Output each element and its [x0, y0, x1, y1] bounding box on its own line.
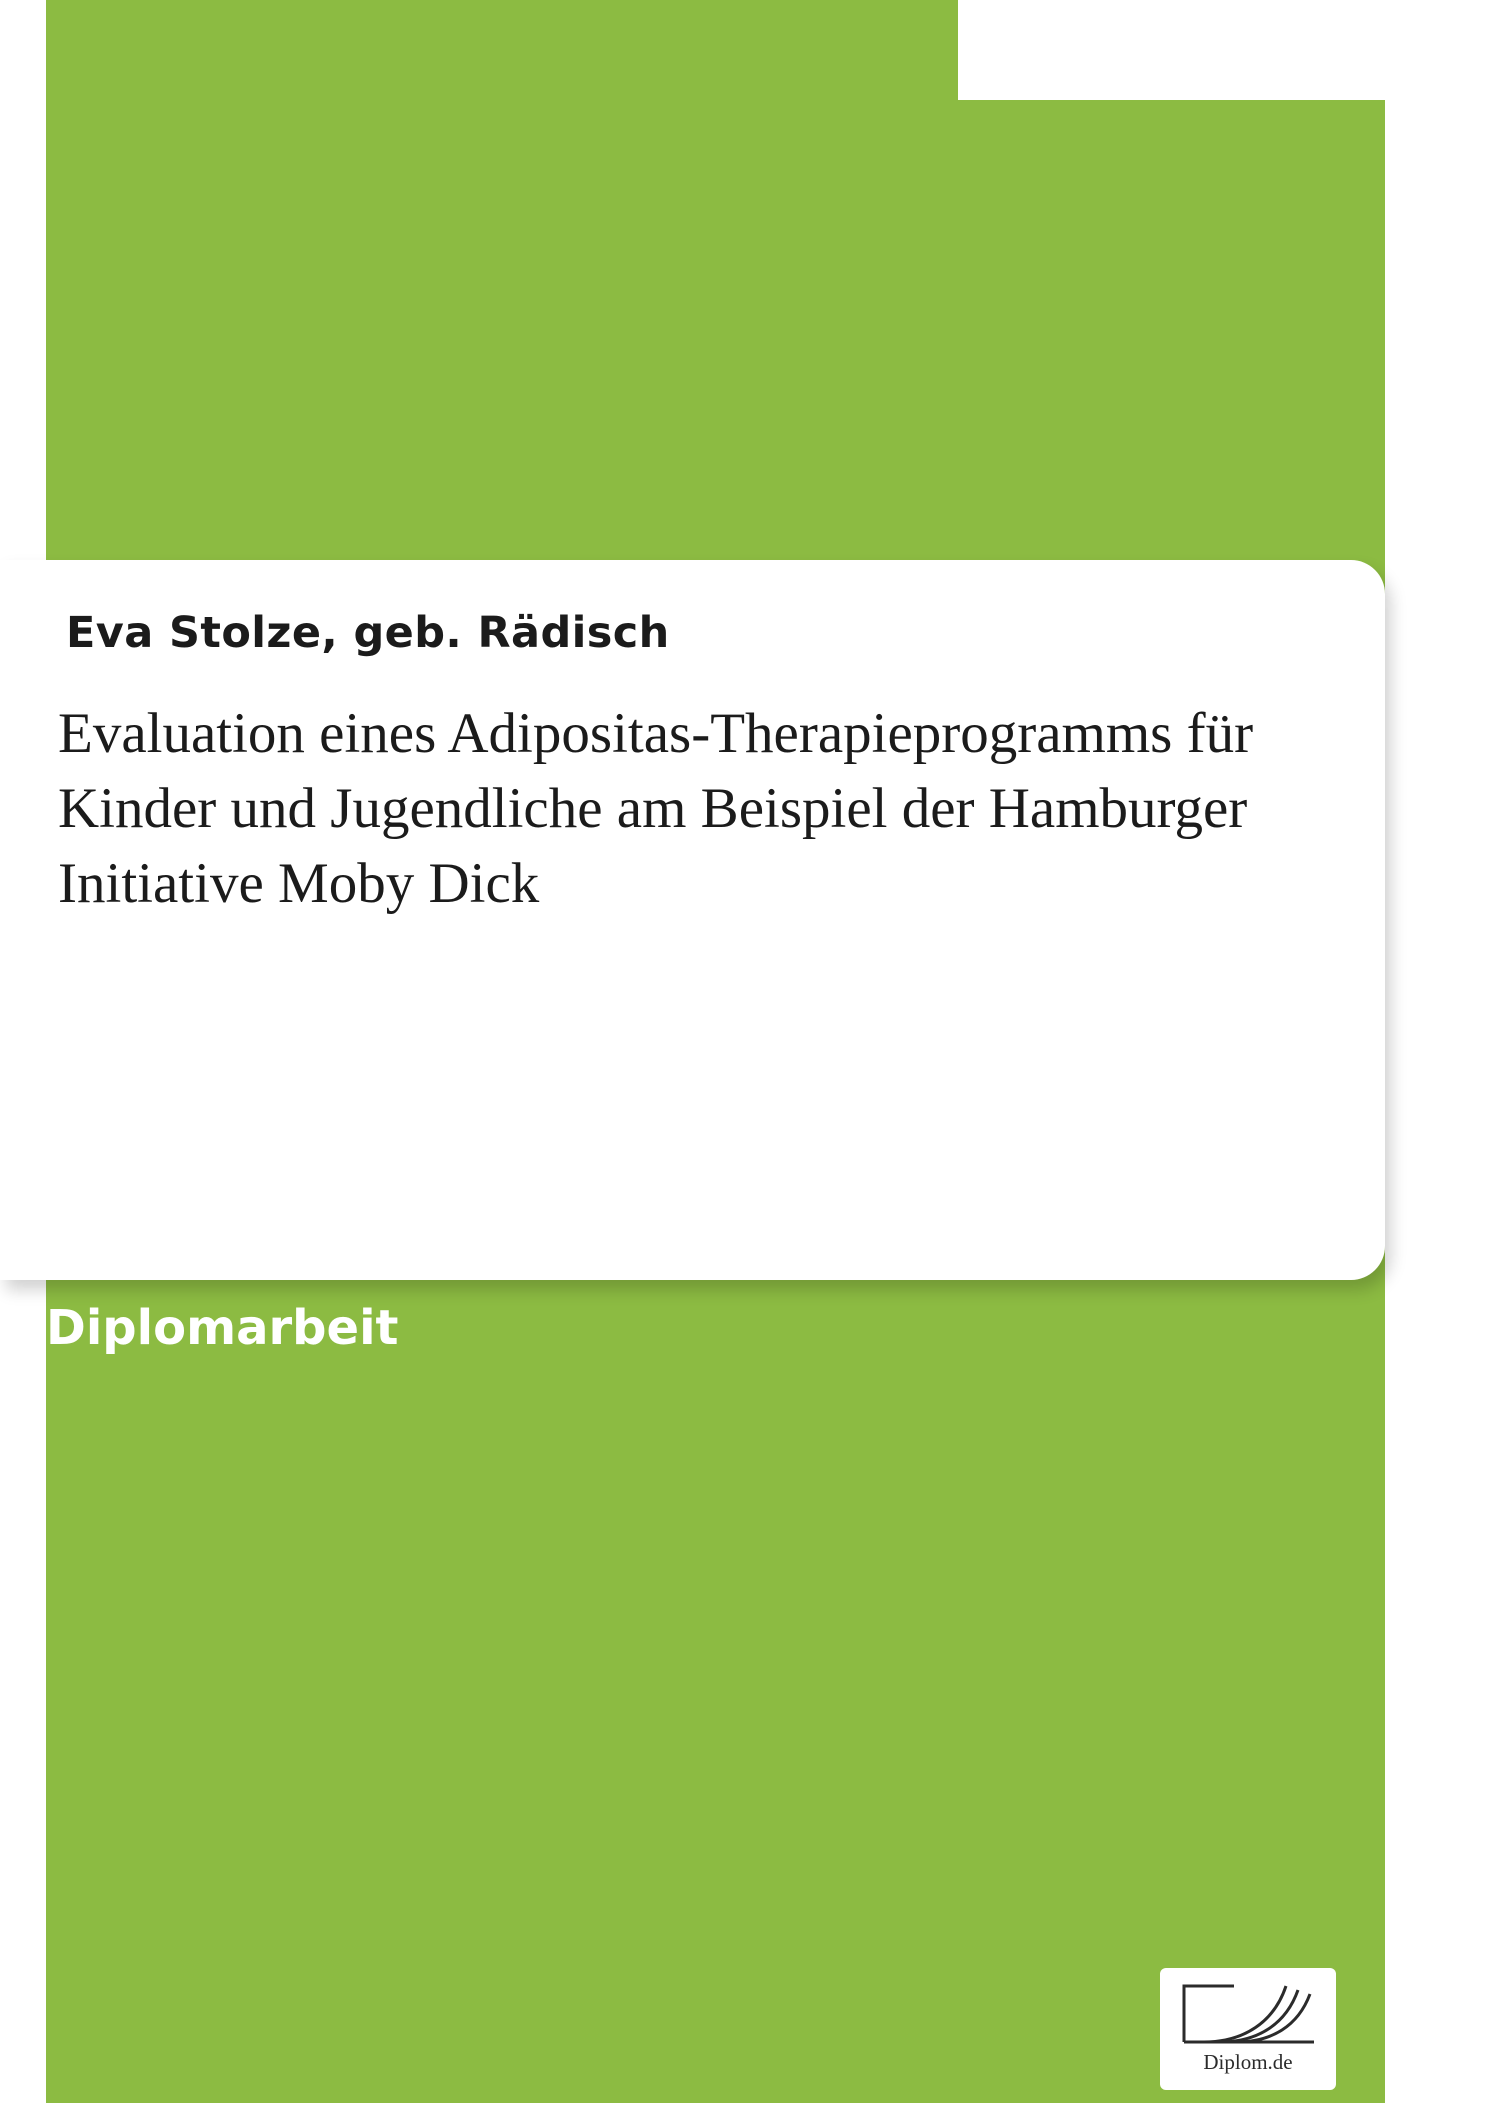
publisher-name: Diplom.de	[1203, 2050, 1293, 2074]
logo-lines-icon	[1174, 1976, 1322, 2048]
right-white-margin	[1385, 0, 1500, 2123]
category-label: Sport	[1354, 25, 1444, 70]
page-title: Evaluation eines Adipositas-Therapieprogramms für Kinder und Jugendliche am Beispiel der Hamburger Initiative Moby Dick	[58, 702, 1254, 916]
publisher-logo	[1160, 1968, 1336, 2090]
bottom-white-margin	[0, 2103, 1500, 2123]
author-name: Eva Stolze, geb. Rädisch	[66, 608, 670, 658]
title-card	[0, 560, 1385, 1280]
document-type-label: Diplomarbeit	[46, 1300, 399, 1356]
